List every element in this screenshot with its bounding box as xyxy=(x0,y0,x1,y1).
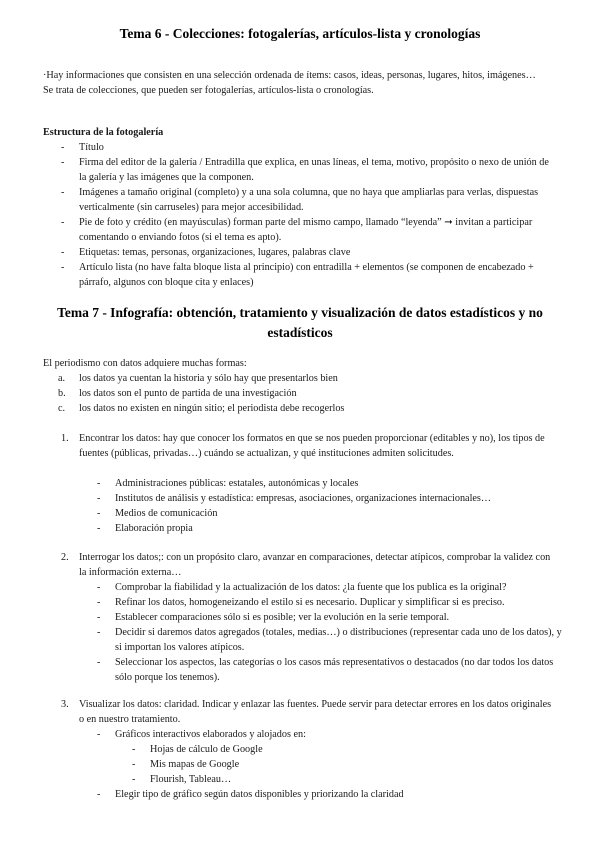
tema6-intro: ·Hay informaciones que consisten en una selección ordenada de ítems: casos, ideas, personas, lugares, hitos, imágenes… Se trata de colecciones, que pueden ser fotogalerías, artículos-lista o cronologías. xyxy=(43,70,536,96)
list-item-text: Elaboración propia xyxy=(115,523,193,534)
dash-marker: - xyxy=(97,478,101,489)
list-item xyxy=(61,245,549,260)
list-item-text: Artículo lista (no have falta bloque lista al principio) con entradilla + elementos (se componen de encabezado + párrafo, algunos con bloque cita y enlaces) xyxy=(79,262,534,288)
structure-list xyxy=(61,140,549,290)
step-marker: 1. xyxy=(61,433,69,444)
list-item-text: los datos son el punto de partida de una investigación xyxy=(79,388,297,399)
list-item-text: los datos no existen en ningún sitio; el periodista debe recogerlos xyxy=(79,403,345,414)
list-item-text: Flourish, Tableau… xyxy=(150,774,232,785)
list-item xyxy=(97,610,565,625)
list-item xyxy=(61,215,549,245)
list-item xyxy=(58,386,549,401)
step-3-list-continued xyxy=(97,787,565,802)
list-item-text: Comprobar la fiabilidad y la actualización de los datos: ¿la fuente que los publica es la original? xyxy=(115,582,507,593)
dash-marker: - xyxy=(61,247,65,258)
list-item-text: Institutos de análisis y estadística: empresas, asociaciones, organizaciones internacionales… xyxy=(115,493,492,504)
step-2-list xyxy=(97,580,565,685)
list-item xyxy=(97,491,565,506)
list-item-text: Establecer comparaciones sólo si es posible; ver la evolución en la serie temporal. xyxy=(115,612,450,623)
list-item xyxy=(132,742,550,757)
dash-marker: - xyxy=(97,493,101,504)
step-3-sublist xyxy=(132,742,550,787)
dash-marker: - xyxy=(132,774,136,785)
dash-marker: - xyxy=(61,262,65,273)
list-item xyxy=(97,595,565,610)
dash-marker: - xyxy=(97,508,101,519)
list-item xyxy=(61,185,549,215)
dash-marker: - xyxy=(61,142,65,153)
list-marker: b. xyxy=(58,388,66,399)
structure-heading: Estructura de la fotogalería xyxy=(43,127,164,138)
step-marker: 3. xyxy=(61,699,69,710)
dash-marker: - xyxy=(97,597,101,608)
list-marker: c. xyxy=(58,403,66,414)
step-1-list xyxy=(97,476,565,536)
list-item xyxy=(132,772,550,787)
list-item-text: Seleccionar los aspectos, las categorías o los casos más representativos o destacados (no dar todos los datos sólo porque los tenemos). xyxy=(115,657,554,683)
list-item xyxy=(58,371,549,386)
list-item xyxy=(97,655,565,685)
dash-marker: - xyxy=(97,523,101,534)
step-text: Visualizar los datos: claridad. Indicar y enlazar las fuentes. Puede servir para detectar errores en los datos originales o en nuestro tratamiento. xyxy=(79,699,552,725)
list-item xyxy=(61,140,549,155)
list-item xyxy=(97,580,565,595)
step-3 xyxy=(61,697,554,727)
list-item-text: Firma del editor de la galería / Entradilla que explica, en unas líneas, el tema, motivo, propósito o nexo de unión de la galería y las imágenes que la componen. xyxy=(79,157,549,183)
list-item-text: Refinar los datos, homogeneizando el estilo si es necesario. Duplicar y simplificar si es preciso. xyxy=(115,597,505,608)
step-3-list xyxy=(97,727,565,742)
step-marker: 2. xyxy=(61,552,69,563)
list-item xyxy=(61,260,549,290)
dash-marker: - xyxy=(97,612,101,623)
list-item-text: Decidir si daremos datos agregados (totales, medias…) o distribuciones (representar cada uno de los datos), y si importan los valores atípicos. xyxy=(115,627,562,653)
forms-list xyxy=(58,371,549,416)
list-item-text: Gráficos interactivos elaborados y alojados en: xyxy=(115,729,306,740)
tema6-title: Tema 6 - Colecciones: fotogalerías, artículos-lista y cronologías xyxy=(119,26,481,41)
list-item xyxy=(97,521,565,536)
dash-marker: - xyxy=(97,789,101,800)
dash-marker: - xyxy=(97,657,101,668)
dash-marker: - xyxy=(132,744,136,755)
list-item-text: Mis mapas de Google xyxy=(150,759,240,770)
tema7-title: Tema 7 - Infografía: obtención, tratamiento y visualización de datos estadísticos y no estadísticos xyxy=(57,305,543,340)
list-marker: a. xyxy=(58,373,66,384)
list-item xyxy=(97,787,565,802)
dash-marker: - xyxy=(97,729,101,740)
list-item-text: Título xyxy=(79,142,104,153)
dash-marker: - xyxy=(97,582,101,593)
dash-marker: - xyxy=(132,759,136,770)
list-item xyxy=(61,155,549,185)
list-item-text: Administraciones públicas: estatales, autonómicas y locales xyxy=(115,478,359,489)
list-item xyxy=(97,506,565,521)
list-item-text: Pie de foto y crédito (en mayúsculas) forman parte del mismo campo, llamado “leyenda” ➞ invitan a participar comentando o enviando fotos (si el tema es apto). xyxy=(79,217,533,243)
list-item xyxy=(97,727,565,742)
list-item-text: Hojas de cálculo de Google xyxy=(150,744,263,755)
dash-marker: - xyxy=(61,187,65,198)
dash-marker: - xyxy=(61,157,65,168)
step-2 xyxy=(61,550,554,580)
list-item xyxy=(97,625,565,655)
list-item-text: Etiquetas: temas, personas, organizaciones, lugares, palabras clave xyxy=(79,247,351,258)
list-item xyxy=(58,401,549,416)
step-text: Encontrar los datos: hay que conocer los formatos en que se nos pueden proporcionar (editables y no), los tipos de fuentes (públicas, privadas…) cuándo se actualizan, y qué instituciones admiten solicitudes. xyxy=(79,433,545,459)
list-item xyxy=(132,757,550,772)
dash-marker: - xyxy=(97,627,101,638)
step-text: Interrogar los datos;: con un propósito claro, avanzar en comparaciones, detectar atípicos, comprobar la validez con la información externa… xyxy=(79,552,551,578)
list-item-text: Imágenes a tamaño original (completo) y a una sola columna, que no haya que ampliarlas para verlas, dispuestas verticalmente (sin carruseles) para mejor accesibilidad. xyxy=(79,187,539,213)
step-1 xyxy=(61,431,554,461)
list-item-text: los datos ya cuentan la historia y sólo hay que presentarlos bien xyxy=(79,373,338,384)
tema7-intro: El periodismo con datos adquiere muchas formas: xyxy=(43,358,247,369)
list-item-text: Medios de comunicación xyxy=(115,508,218,519)
dash-marker: - xyxy=(61,217,65,228)
list-item xyxy=(97,476,565,491)
list-item-text: Elegir tipo de gráfico según datos disponibles y priorizando la claridad xyxy=(115,789,404,800)
